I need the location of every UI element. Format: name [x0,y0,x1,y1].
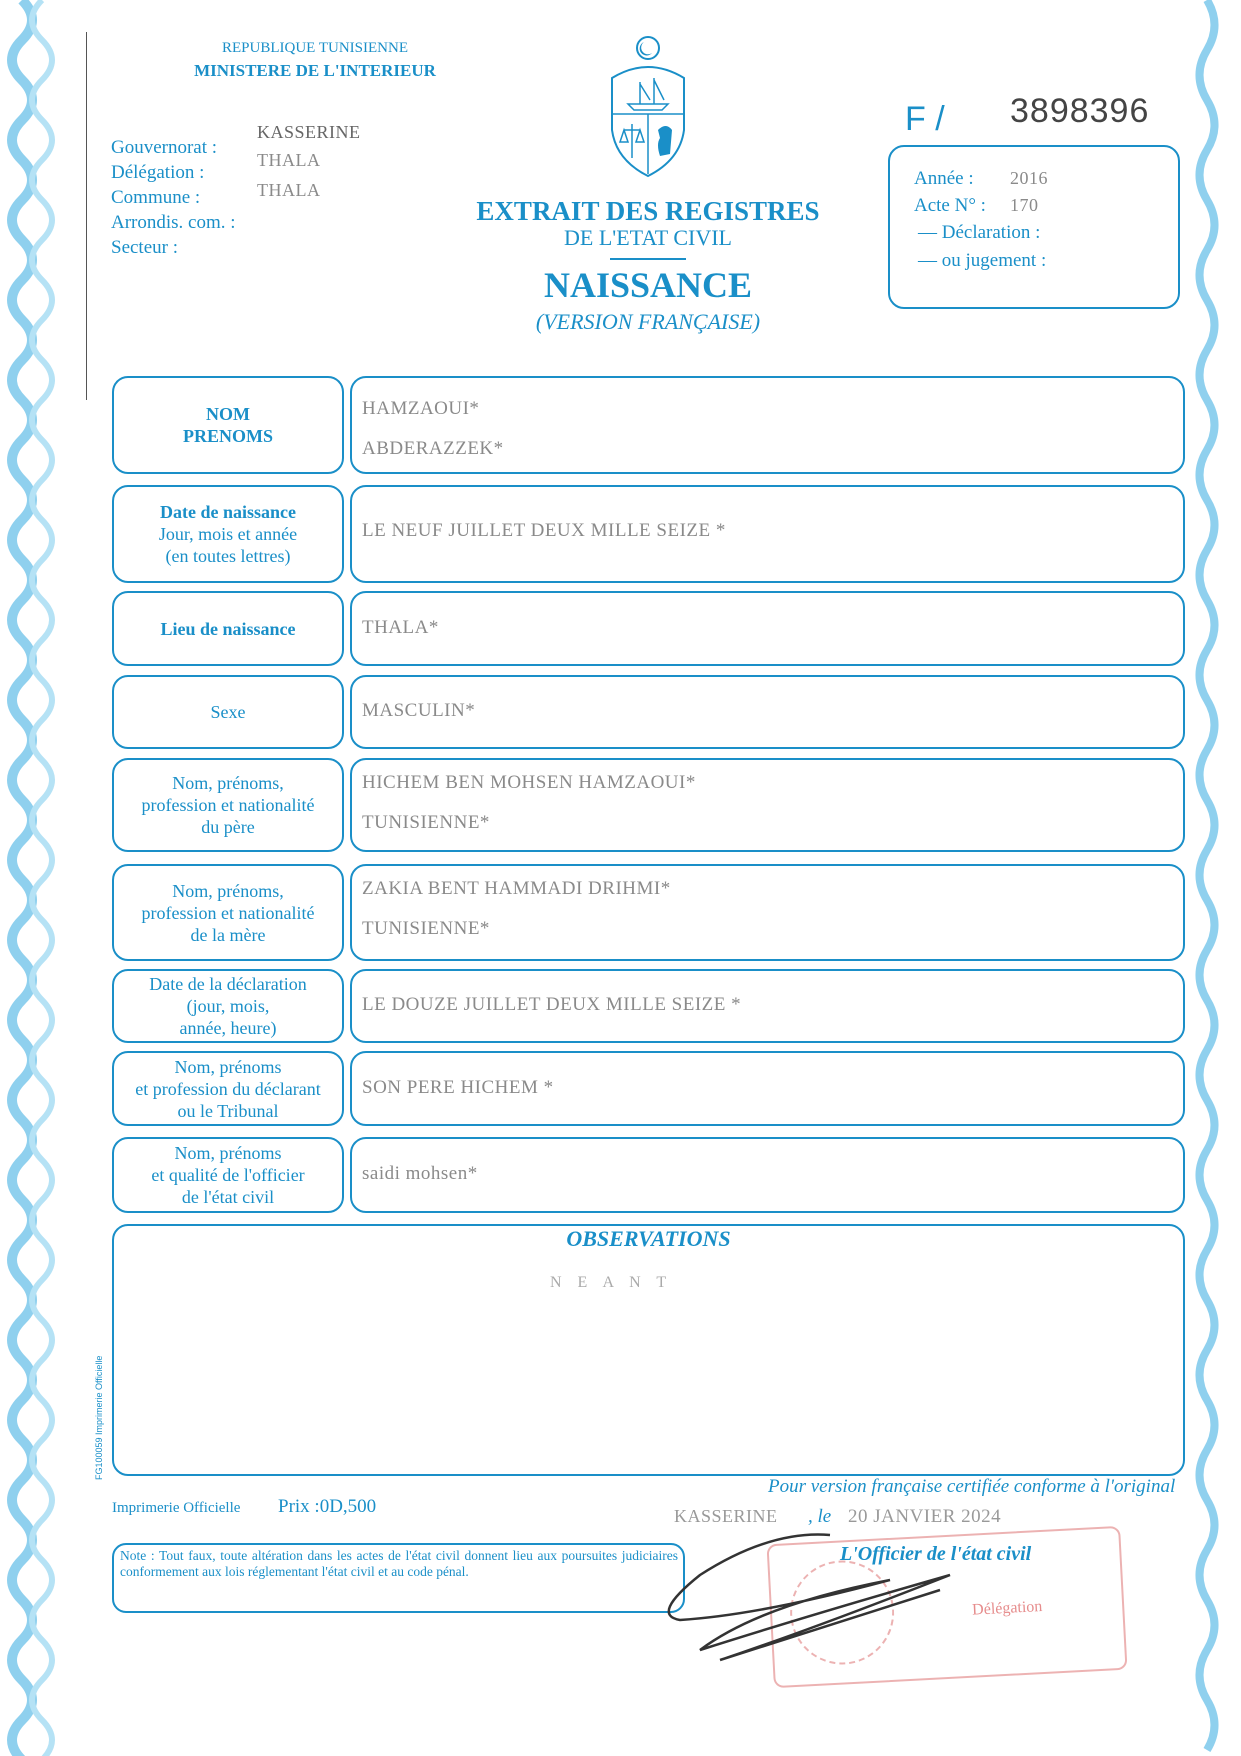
row-label-cell [112,485,344,583]
commune-label: Commune : [111,187,201,208]
row-value: saidi mohsen* [362,1163,478,1184]
row-value: MASCULIN* [362,700,476,721]
row-label: Nom, prénoms et profession du déclarant ou le Tribunal [135,1056,321,1121]
serial-number: 3898396 [1010,92,1150,130]
row-label: Nom, prénoms et qualité de l'officier de l'état civil [151,1143,305,1207]
row-value: HAMZAOUI* [362,398,480,419]
jugement-label: — ou jugement : [918,250,1047,271]
acte-value: 170 [1010,195,1039,215]
security-border-left [2,0,60,1756]
printer-label: Imprimerie Officielle [112,1500,241,1516]
title-divider [610,258,686,260]
row-label-cell [112,1051,344,1126]
security-border-right [1182,0,1240,1756]
observations-title: OBSERVATIONS [566,1226,731,1251]
row-label: NOM PRENOMS [183,404,273,446]
issue-le: , le [808,1506,832,1527]
row-label-cell [112,376,344,474]
gouvernorat-value: KASSERINE [257,122,361,142]
row-label-cell [112,1137,344,1213]
commune-value: THALA [257,180,321,200]
gouvernorat-label: Gouvernorat : [111,137,218,158]
row-value: SON PERE HICHEM * [362,1077,554,1098]
title-etat-civil: DE L'ETAT CIVIL [564,225,732,250]
row-value: TUNISIENNE* [362,918,490,939]
row-value-box [350,591,1185,666]
row-label: Lieu de naissance [160,618,296,639]
row-label: Date de naissance [160,502,296,522]
officer-title: L'Officier de l'état civil [840,1543,1032,1565]
row-label-cell [112,864,344,961]
issue-place: KASSERINE [674,1506,778,1526]
delegation-value: THALA [257,150,321,170]
row-label-cell [112,675,344,749]
title-extrait: EXTRAIT DES REGISTRES [476,196,820,226]
annee-label: Année : [914,168,974,189]
delegation-label: Délégation : [111,162,205,183]
secteur-label: Secteur : [111,237,179,258]
row-sublabel: Jour, mois et année (en toutes lettres) [158,524,298,566]
observations-box [112,1224,1185,1476]
row-value-box [350,675,1185,749]
tunisia-coat-of-arms-icon [600,34,696,180]
serial-prefix: F / [905,100,945,138]
row-value: TUNISIENNE* [362,812,490,833]
row-label-cell [112,758,344,852]
row-label: Nom, prénoms, profession et nationalité du père [141,773,315,837]
arrondissement-label: Arrondis. com. : [111,212,236,233]
legal-note: Note : Tout faux, toute altération dans les actes de l'état civil donnent lieu aux poursuites judiciaires conformement aux lois réglementant l'état civil et au code pénal. [120,1548,678,1579]
row-value: LE DOUZE JUILLET DEUX MILLE SEIZE * [362,994,742,1015]
row-value: LE NEUF JUILLET DEUX MILLE SEIZE * [362,520,726,541]
certified-text: Pour version française certifiée conforme à l'original [768,1476,1176,1497]
stamp-text: Délégation [971,1598,1043,1619]
location-labels [111,135,236,260]
annee-value: 2016 [1010,168,1048,188]
title-version: (VERSION FRANÇAISE) [535,309,761,334]
side-print-code: FG100059 Imprimerie Officielle [94,1355,104,1480]
row-label: Sexe [210,702,246,722]
row-value: ABDERAZZEK* [362,438,504,459]
row-label-cell [112,591,344,666]
signature [660,1520,1040,1680]
row-label: Nom, prénoms, profession et nationalité de la mère [141,880,315,945]
row-label: Date de la déclaration (jour, mois, année, heure) [149,974,307,1038]
row-label-cell [112,969,344,1043]
issue-date: 20 JANVIER 2024 [848,1506,1002,1527]
acte-label: Acte N° : [914,195,986,216]
price-label: Prix :0D,500 [278,1496,377,1517]
row-value: THALA* [362,617,439,638]
republic-heading: REPUBLIQUE TUNISIENNE [222,40,408,56]
row-value: ZAKIA BENT HAMMADI DRIHMI* [362,878,671,899]
left-margin-line [86,32,87,400]
title-naissance: NAISSANCE [543,265,753,305]
row-value: HICHEM BEN MOHSEN HAMZAOUI* [362,772,696,793]
observations-value: N E A N T [550,1274,673,1291]
ministry-heading: MINISTERE DE L'INTERIEUR [194,61,436,80]
declaration-label: — Déclaration : [918,222,1041,243]
